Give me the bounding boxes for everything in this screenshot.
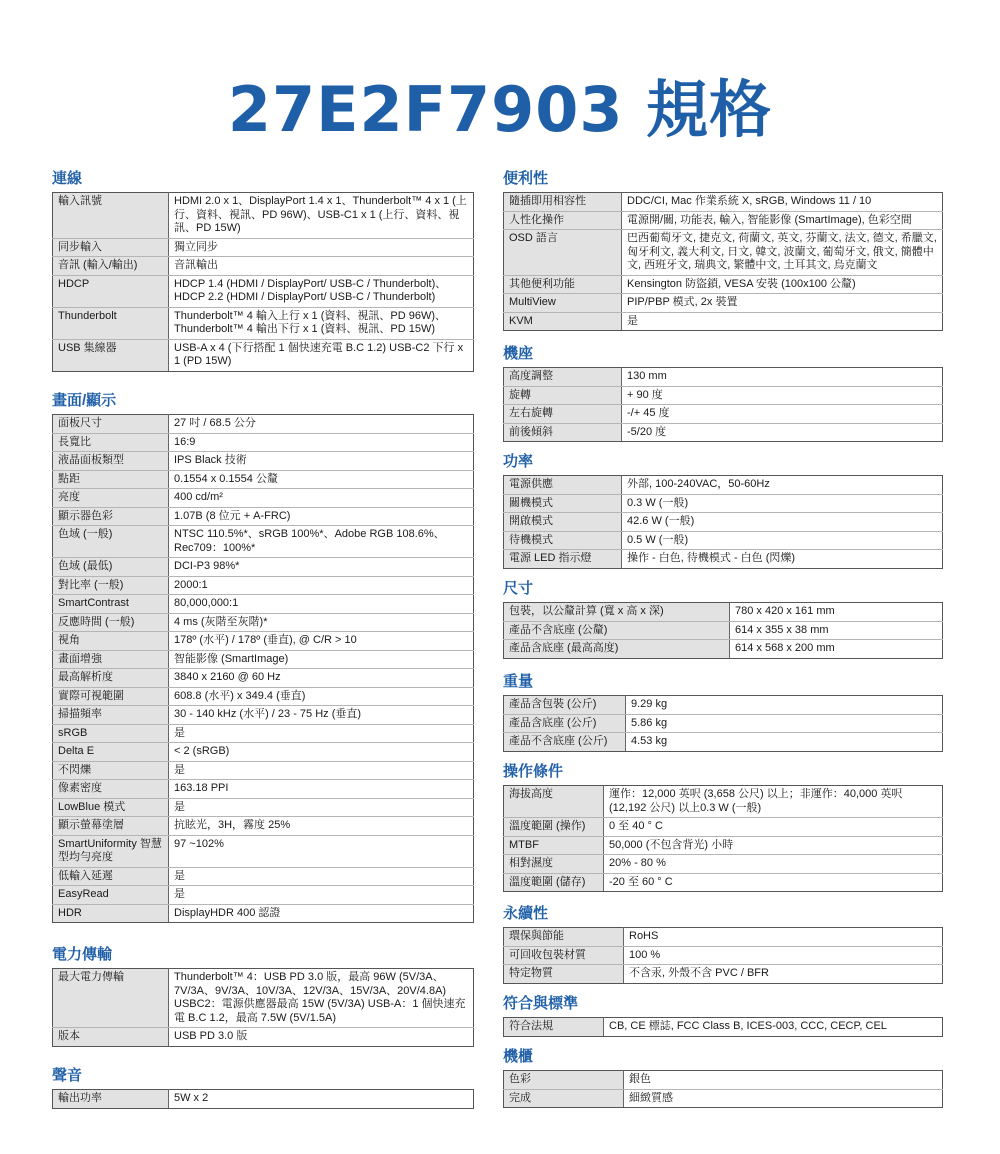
spec-label: 關機模式 [504,494,622,513]
spec-value: 614 x 355 x 38 mm [730,621,943,640]
spec-value: 97 ~102% [169,835,474,867]
spec-section [52,170,474,372]
spec-value: 獨立同步 [169,238,474,257]
spec-value: 是 [169,761,474,780]
spec-label: 隨插即用相容性 [504,193,622,212]
spec-table [52,192,474,372]
spec-label: EasyRead [53,886,169,905]
spec-value: 電源開/關, 功能表, 輸入, 智能影像 (SmartImage), 色彩空間 [622,211,943,230]
spec-row [504,855,943,874]
spec-row [53,489,474,508]
spec-value: 操作 - 白色, 待機模式 - 白色 (閃爍) [622,550,943,569]
spec-label: KVM [504,312,622,331]
spec-label: 顯示螢幕塗層 [53,817,169,836]
spec-label: 符合法規 [504,1018,604,1037]
spec-row [504,1071,943,1090]
spec-value: 是 [169,724,474,743]
section-title: 機座 [503,345,534,362]
spec-row [53,669,474,688]
spec-label: LowBlue 模式 [53,798,169,817]
spec-value: DDC/CI, Mac 作業系統 X, sRGB, Windows 11 / 10 [622,193,943,212]
spec-row [53,724,474,743]
spec-row [504,476,943,495]
spec-row [53,339,474,371]
spec-row [53,969,474,1028]
spec-value: USB PD 3.0 版 [169,1028,474,1047]
spec-label: 產品不含底座 (公釐) [504,621,730,640]
spec-label: 其他便利功能 [504,275,622,294]
spec-row [53,687,474,706]
spec-row [53,1090,474,1109]
spec-row [53,650,474,669]
spec-value: USB-A x 4 (下行搭配 1 個快速充電 B.C 1.2) USB-C2 下行 x 1 (PD 15W) [169,339,474,371]
spec-label: 人性化操作 [504,211,622,230]
spec-value: 163.18 PPI [169,780,474,799]
spec-label: 像素密度 [53,780,169,799]
spec-section [503,453,943,569]
spec-label: 畫面增強 [53,650,169,669]
spec-value: 智能影像 (SmartImage) [169,650,474,669]
spec-row [504,423,943,442]
spec-row [53,817,474,836]
spec-label: HDCP [53,275,169,307]
spec-row [504,513,943,532]
spec-value: 4.53 kg [626,733,943,752]
spec-label: 低輸入延遲 [53,867,169,886]
spec-row [53,275,474,307]
spec-row [504,294,943,313]
spec-table [503,695,943,752]
spec-row [53,433,474,452]
spec-section [503,345,943,442]
spec-table [503,1070,943,1108]
spec-row [504,1018,943,1037]
spec-label: 高度調整 [504,368,622,387]
spec-value: 130 mm [622,368,943,387]
spec-label: 音訊 (輸入/輸出) [53,257,169,276]
spec-value: DCI-P3 98%* [169,558,474,577]
spec-label: 同步輸入 [53,238,169,257]
spec-value: NTSC 110.5%*、sRGB 100%*、Adobe RGB 108.6%、Rec709：100%* [169,526,474,558]
spec-value: CB, CE 標誌, FCC Class B, ICES-003, CCC, CECP, CEL [604,1018,943,1037]
spec-row [504,696,943,715]
spec-label: sRGB [53,724,169,743]
spec-row [53,904,474,923]
spec-row [53,257,474,276]
spec-value: 30 - 140 kHz (水平) / 23 - 75 Hz (垂直) [169,706,474,725]
spec-label: 前後傾斜 [504,423,622,442]
spec-label: 掃描頻率 [53,706,169,725]
section-title: 尺寸 [503,580,534,597]
spec-value: 400 cd/m² [169,489,474,508]
spec-row [504,211,943,230]
spec-row [53,613,474,632]
spec-value: 5.86 kg [626,714,943,733]
section-title: 操作條件 [503,763,564,780]
spec-row [53,743,474,762]
spec-value: < 2 (sRGB) [169,743,474,762]
spec-section [503,673,943,752]
spec-label: 旋轉 [504,386,622,405]
section-title: 重量 [503,673,534,690]
spec-label: 輸入訊號 [53,193,169,239]
spec-label: 產品含底座 (最高高度) [504,640,730,659]
spec-label: 顯示器色彩 [53,507,169,526]
spec-value: 608.8 (水平) x 349.4 (垂直) [169,687,474,706]
spec-row [53,576,474,595]
spec-row [53,193,474,239]
spec-value: 16:9 [169,433,474,452]
spec-value: 0.5 W (一般) [622,531,943,550]
spec-value: 銀色 [624,1071,943,1090]
spec-value: 1.07B (8 位元 + A-FRC) [169,507,474,526]
spec-value: -20 至 60 ° C [604,873,943,892]
spec-row [504,603,943,622]
spec-value: 3840 x 2160 @ 60 Hz [169,669,474,688]
spec-value: -/+ 45 度 [622,405,943,424]
spec-row [504,946,943,965]
spec-row [53,526,474,558]
spec-row [504,193,943,212]
spec-row [504,786,943,818]
spec-value: 不含汞, 外殼不含 PVC / BFR [624,965,943,984]
spec-label: 不閃爍 [53,761,169,780]
spec-label: 待機模式 [504,531,622,550]
spec-table [52,414,474,923]
spec-table [52,968,474,1047]
spec-section [52,946,474,1047]
spec-label: 海拔高度 [504,786,604,818]
spec-row [53,886,474,905]
spec-value: 抗眩光，3H，霧度 25% [169,817,474,836]
spec-table [503,927,943,984]
spec-table [503,602,943,659]
spec-value: 細緻質感 [624,1089,943,1108]
spec-row [53,452,474,471]
spec-value: 80,000,000:1 [169,595,474,614]
spec-label: 對比率 (一般) [53,576,169,595]
spec-value: Kensington 防盜鎖, VESA 安裝 (100x100 公釐) [622,275,943,294]
spec-row [504,368,943,387]
spec-section [503,1048,943,1108]
spec-row [504,531,943,550]
spec-row [504,386,943,405]
spec-row [53,632,474,651]
spec-label: SmartContrast [53,595,169,614]
spec-row [53,798,474,817]
spec-section [52,1067,474,1109]
section-title: 便利性 [503,170,549,187]
spec-section [503,580,943,659]
spec-table [503,367,943,442]
spec-row [53,780,474,799]
spec-table [503,1017,943,1037]
spec-label: 色域 (一般) [53,526,169,558]
spec-value: 0 至 40 ° C [604,818,943,837]
spec-label: 包裝，以公釐計算 (寬 x 高 x 深) [504,603,730,622]
spec-value: 是 [169,798,474,817]
spec-label: 可回收包裝材質 [504,946,624,965]
spec-value: RoHS [624,928,943,947]
spec-value: HDCP 1.4 (HDMI / DisplayPort/ USB-C / Thunderbolt)、HDCP 2.2 (HDMI / DisplayPort/ USB-C / Thunderbolt) [169,275,474,307]
spec-row [504,836,943,855]
spec-value: 0.3 W (一般) [622,494,943,513]
spec-label: 相對濕度 [504,855,604,874]
spec-section [503,763,943,892]
spec-row [53,595,474,614]
spec-table [52,1089,474,1109]
page-title: 27E2F7903 規格 [227,73,773,146]
spec-value: 780 x 420 x 161 mm [730,603,943,622]
spec-row [53,761,474,780]
spec-label: 溫度範圍 (儲存) [504,873,604,892]
spec-value: 100 % [624,946,943,965]
spec-value: DisplayHDR 400 認證 [169,904,474,923]
spec-label: 亮度 [53,489,169,508]
spec-label: 版本 [53,1028,169,1047]
spec-label: 點距 [53,470,169,489]
spec-row [53,558,474,577]
spec-row [504,312,943,331]
spec-row [53,835,474,867]
spec-label: 最大電力傳輸 [53,969,169,1028]
spec-row [504,405,943,424]
spec-label: 電源 LED 指示燈 [504,550,622,569]
spec-label: 面板尺寸 [53,415,169,434]
spec-value: 是 [169,867,474,886]
section-title: 畫面/顯示 [52,392,117,409]
spec-label: OSD 語言 [504,230,622,276]
spec-row [504,275,943,294]
spec-label: Delta E [53,743,169,762]
spec-value: 4 ms (灰階至灰階)* [169,613,474,632]
spec-section [503,905,943,984]
spec-row [504,714,943,733]
spec-label: 液晶面板類型 [53,452,169,471]
spec-value: 外部, 100-240VAC，50-60Hz [622,476,943,495]
spec-label: 視角 [53,632,169,651]
section-title: 功率 [503,453,534,470]
spec-row [504,494,943,513]
spec-section [503,995,943,1037]
spec-value: 5W x 2 [169,1090,474,1109]
spec-label: 開啟模式 [504,513,622,532]
spec-value: Thunderbolt™ 4：USB PD 3.0 版，最高 96W (5V/3A、7V/3A、9V/3A、10V/3A、12V/3A、15V/3A、20V/4.8A) USBC2：電源供應器最高 15W (5V/3A) USB-A：1 個快速充電 B.C 1.2，最高 7.5W (5V/1.5A) [169,969,474,1028]
spec-table [503,192,943,331]
spec-label: MultiView [504,294,622,313]
spec-row [53,507,474,526]
spec-table [503,475,943,569]
spec-value: PIP/PBP 模式, 2x 裝置 [622,294,943,313]
spec-label: 產品不含底座 (公斤) [504,733,626,752]
spec-value: 音訊輸出 [169,257,474,276]
spec-label: 左右旋轉 [504,405,622,424]
spec-value: 42.6 W (一般) [622,513,943,532]
spec-value: IPS Black 技術 [169,452,474,471]
spec-label: 完成 [504,1089,624,1108]
spec-label: HDR [53,904,169,923]
spec-label: USB 集線器 [53,339,169,371]
spec-row [504,550,943,569]
spec-value: 運作：12,000 英呎 (3,658 公尺) 以上；非運作：40,000 英呎 (12,192 公尺) 以上0.3 W (一般) [604,786,943,818]
section-title: 聲音 [52,1067,83,1084]
spec-value: 50,000 (不包含背光) 小時 [604,836,943,855]
spec-value: 27 吋 / 68.5 公分 [169,415,474,434]
spec-row [504,733,943,752]
spec-value: + 90 度 [622,386,943,405]
spec-row [504,1089,943,1108]
spec-label: 色域 (最低) [53,558,169,577]
spec-row [504,621,943,640]
spec-label: 特定物質 [504,965,624,984]
spec-row [504,873,943,892]
spec-value: -5/20 度 [622,423,943,442]
spec-label: SmartUniformity 智慧型均勻亮度 [53,835,169,867]
spec-row [504,965,943,984]
spec-value: Thunderbolt™ 4 輸入上行 x 1 (資料、視訊、PD 96W)、Thunderbolt™ 4 輸出下行 x 1 (資料、視訊、PD 15W) [169,307,474,339]
spec-value: 2000:1 [169,576,474,595]
section-title: 機櫃 [503,1048,534,1065]
spec-table [503,785,943,892]
section-title: 電力傳輸 [52,946,113,963]
spec-value: 178º (水平) / 178º (垂直), @ C/R > 10 [169,632,474,651]
spec-label: 電源供應 [504,476,622,495]
spec-row [53,470,474,489]
section-title: 符合與標準 [503,995,579,1012]
spec-row [53,307,474,339]
spec-row [504,818,943,837]
spec-label: 長寬比 [53,433,169,452]
spec-row [53,238,474,257]
spec-label: MTBF [504,836,604,855]
spec-value: 是 [169,886,474,905]
spec-section [52,392,474,923]
spec-label: 實際可視範圍 [53,687,169,706]
spec-row [53,415,474,434]
section-title: 連線 [52,170,83,187]
spec-label: 色彩 [504,1071,624,1090]
spec-row [504,230,943,276]
spec-section [503,170,943,331]
spec-row [504,928,943,947]
spec-value: 20% - 80 % [604,855,943,874]
spec-label: 反應時間 (一般) [53,613,169,632]
spec-row [53,706,474,725]
spec-value: 是 [622,312,943,331]
spec-label: 產品含底座 (公斤) [504,714,626,733]
spec-value: 巴西葡萄牙文, 捷克文, 荷蘭文, 英文, 芬蘭文, 法文, 德文, 希臘文, 匈牙利文, 義大利文, 日文, 韓文, 波蘭文, 葡萄牙文, 俄文, 簡體中文, 西班牙文, 瑞典文, 繁體中文, 土耳其文, 烏克蘭文 [622,230,943,276]
spec-label: 溫度範圍 (操作) [504,818,604,837]
spec-label: 輸出功率 [53,1090,169,1109]
spec-row [53,867,474,886]
spec-label: 產品含包裝 (公斤) [504,696,626,715]
spec-row [53,1028,474,1047]
spec-value: HDMI 2.0 x 1、DisplayPort 1.4 x 1、Thunderbolt™ 4 x 1 (上行、資料、視訊、PD 96W)、USB-C1 x 1 (上行、資料、視訊、PD 15W) [169,193,474,239]
spec-label: 最高解析度 [53,669,169,688]
section-title: 永續性 [503,905,549,922]
spec-label: 環保與節能 [504,928,624,947]
spec-label: Thunderbolt [53,307,169,339]
spec-value: 0.1554 x 0.1554 公釐 [169,470,474,489]
spec-row [504,640,943,659]
spec-value: 614 x 568 x 200 mm [730,640,943,659]
spec-value: 9.29 kg [626,696,943,715]
